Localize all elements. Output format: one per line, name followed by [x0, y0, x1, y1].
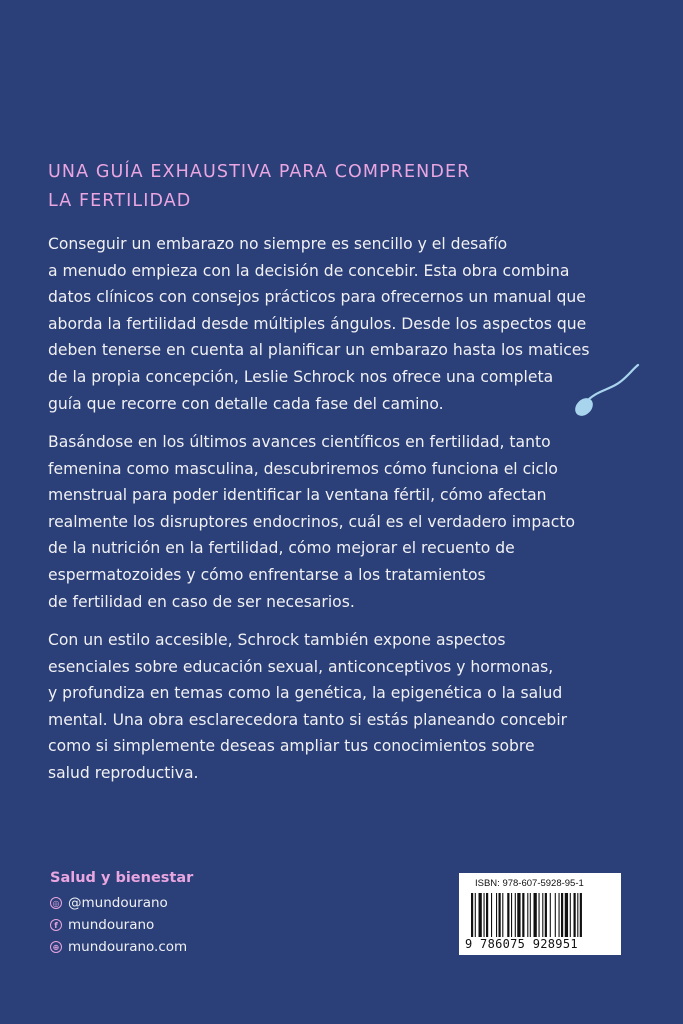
barcode-bar [475, 893, 476, 937]
barcode-bar [539, 893, 540, 937]
barcode-bar [507, 893, 509, 937]
paragraph-1 [48, 231, 648, 417]
text-line: Conseguir un embarazo no siempre es sencillo y el desafío [48, 235, 508, 253]
back-cover-heading [48, 158, 628, 216]
facebook-icon: f [50, 919, 62, 931]
text-line: mental. Una obra esclarecedora tanto si estás planeando concebir [48, 710, 568, 729]
barcode-bar [565, 893, 568, 937]
publisher-footer [50, 870, 193, 958]
website-link [50, 936, 193, 958]
paragraph-3 [48, 627, 648, 787]
text-line: Con un estilo accesible, Schrock también expone aspectos [48, 631, 506, 649]
globe-icon: ⊕ [50, 941, 62, 953]
instagram-icon: ◎ [50, 897, 62, 909]
sperm-illustration-icon [570, 360, 650, 420]
barcode-bar [511, 893, 512, 937]
text-line: de la nutrición en la fertilidad, cómo mejorar el recuento de [48, 539, 515, 558]
category-label: Salud y bienestar [50, 870, 194, 886]
text-line: de la propia concepción, Leslie Schrock nos ofrece una completa [48, 367, 554, 386]
text-line: aborda la fertilidad desde múltiples ángulos. Desde los aspectos que [48, 314, 587, 333]
instagram-text: @mundourano [68, 895, 168, 911]
text-line: salud reproductiva. [48, 763, 199, 782]
barcode-bar [486, 893, 488, 937]
instagram-handle [50, 892, 193, 914]
barcode-bar [491, 893, 492, 937]
barcode-bar [530, 893, 531, 937]
website-text: mundourano.com [68, 939, 188, 955]
text-line: y profundiza en temas como la genética, la epigenética o la salud [48, 684, 563, 703]
heading-line-2: LA FERTILIDAD [48, 191, 192, 211]
text-line: menstrual para poder identificar la ventana fértil, cómo afectan [48, 486, 547, 505]
text-line: Basándose en los últimos avances científicos en fertilidad, tanto [48, 433, 551, 451]
barcode-bar [479, 893, 482, 937]
barcode-bar [534, 893, 537, 937]
barcode-bars [469, 893, 615, 937]
barcode-bar [515, 893, 516, 937]
text-line: datos clínicos con consejos prácticos para ofrecernos un manual que [48, 288, 586, 307]
barcode-bar [555, 893, 556, 937]
barcode-bar [580, 893, 582, 937]
barcode-bar [484, 893, 485, 937]
isbn-barcode [459, 873, 621, 955]
barcode-bar [496, 893, 497, 937]
text-line: espermatozoides y cómo enfrentarse a los tratamientos [48, 565, 486, 584]
text-line: como si simplemente deseas ampliar tus conocimientos sobre [48, 737, 535, 756]
barcode-bar [559, 893, 560, 937]
barcode-bar [517, 893, 520, 937]
barcode-bar [570, 893, 571, 937]
barcode-bar [471, 893, 473, 937]
text-line: femenina como masculina, descubriremos cómo funciona el ciclo [48, 459, 558, 478]
barcode-bar [542, 893, 543, 937]
text-line: guía que recorre con detalle cada fase del camino. [48, 394, 444, 413]
facebook-handle [50, 914, 193, 936]
text-line: deben tenerse en cuenta al planificar un embarazo hasta los matices [48, 341, 590, 360]
text-line: esenciales sobre educación sexual, anticonceptivos y hormonas, [48, 657, 554, 676]
barcode-bar [522, 893, 524, 937]
text-line: de fertilidad en caso de ser necesarios. [48, 592, 355, 611]
facebook-text: mundourano [68, 917, 155, 933]
text-line: a menudo empieza con la decisión de concebir. Esta obra combina [48, 261, 570, 280]
heading-line-1: UNA GUÍA EXHAUSTIVA PARA COMPRENDER [48, 162, 471, 182]
barcode-bar [550, 893, 551, 937]
barcode-bar [561, 893, 563, 937]
barcode-bar [545, 893, 547, 937]
barcode-bar [527, 893, 528, 937]
barcode-digits: 9 786075 928951 [465, 937, 578, 951]
text-line: realmente los disruptores endocrinos, cuál es el verdadero impacto [48, 512, 576, 531]
barcode-bar [577, 893, 578, 937]
barcode-bar [499, 893, 501, 937]
paragraph-2 [48, 429, 648, 615]
barcode-bar [502, 893, 503, 937]
barcode-bar [574, 893, 576, 937]
isbn-label: ISBN: 978-607-5928-95-1 [475, 878, 584, 889]
